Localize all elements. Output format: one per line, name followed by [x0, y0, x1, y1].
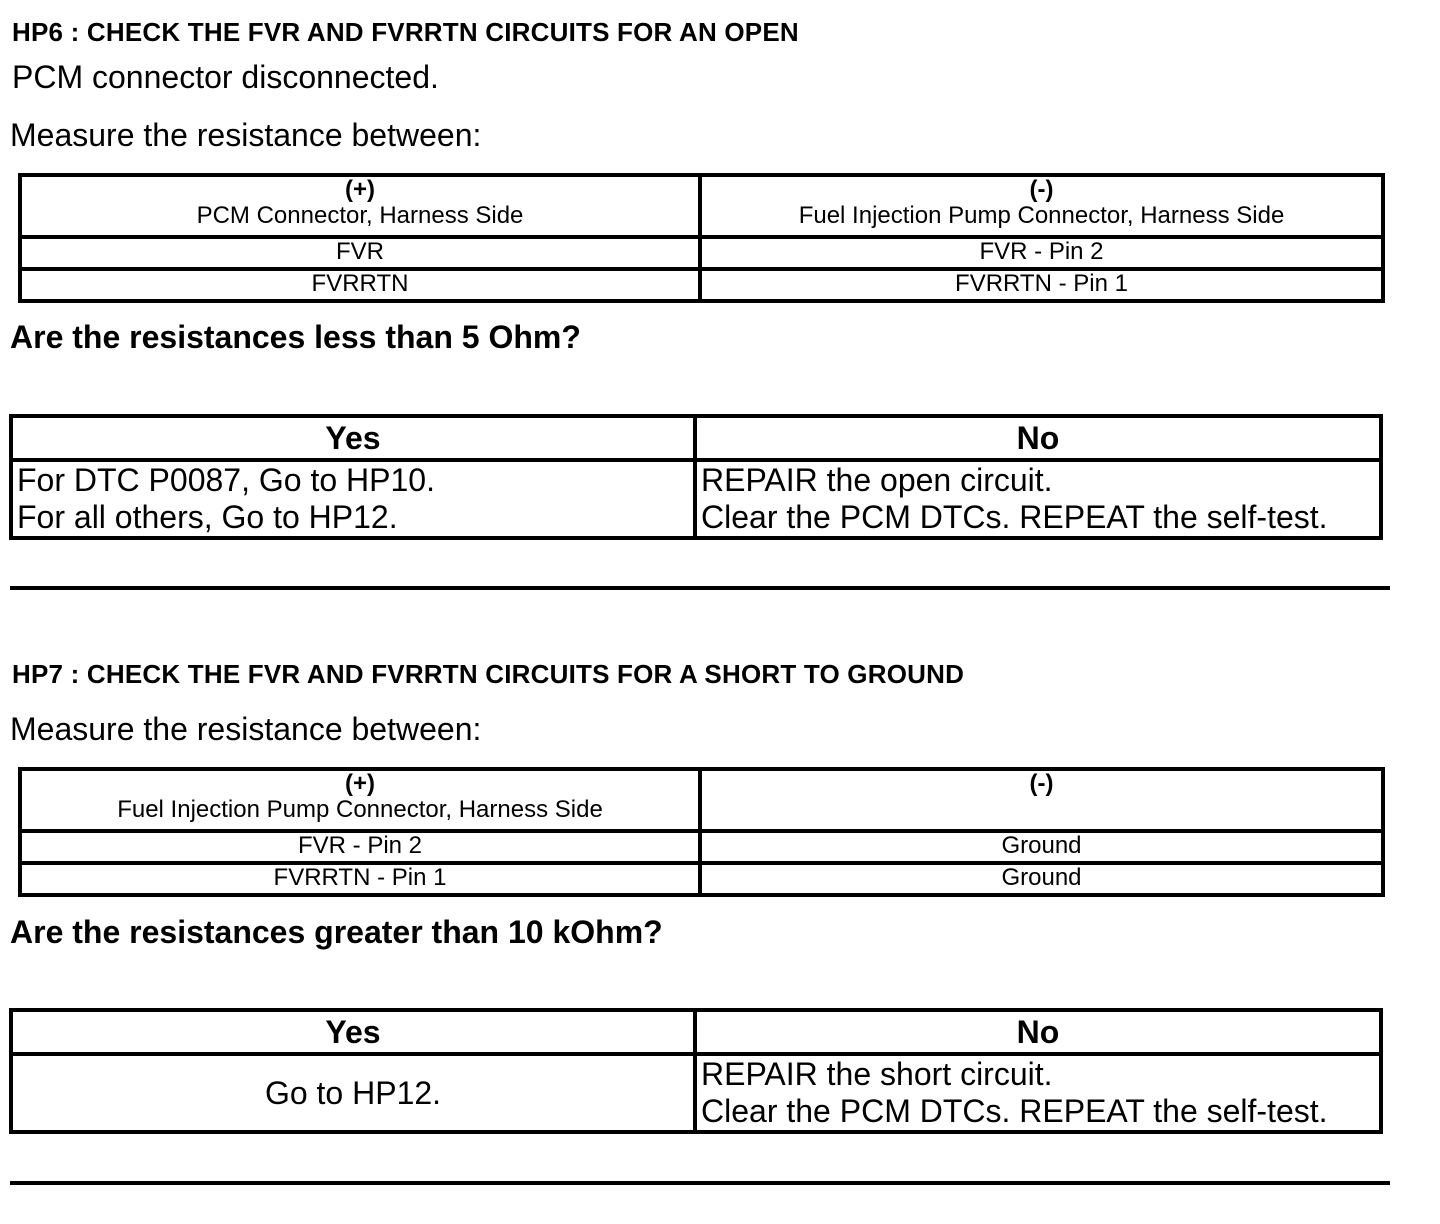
section-divider	[10, 1181, 1390, 1185]
table-row	[20, 237, 1383, 269]
no-cell	[695, 1054, 1381, 1132]
yes-cell	[11, 1054, 695, 1132]
section-divider	[10, 586, 1390, 590]
hp7-minus-header	[700, 769, 1383, 831]
no-header: No	[695, 1010, 1381, 1054]
hp6-question: Are the resistances less than 5 Ohm?	[10, 319, 581, 355]
plus-cell: FVR	[20, 237, 700, 269]
no-line: REPAIR the open circuit.	[701, 462, 1053, 498]
minus-label: Fuel Injection Pump Connector, Harness Side	[798, 202, 1285, 229]
hp6-measurement-table	[18, 173, 1385, 303]
plus-label: Fuel Injection Pump Connector, Harness Side	[117, 796, 603, 823]
no-cell	[695, 460, 1381, 538]
hp7-question: Are the resistances greater than 10 kOhm?	[10, 914, 663, 950]
yes-line: For all others, Go to HP12.	[17, 499, 398, 535]
hp6-note: PCM connector disconnected.	[12, 59, 439, 95]
yes-cell	[11, 460, 695, 538]
hp6-minus-header	[700, 175, 1383, 237]
hp7-title: HP7 : CHECK THE FVR AND FVRRTN CIRCUITS FOR A SHORT TO GROUND	[12, 659, 965, 689]
minus-cell: Ground	[700, 863, 1383, 895]
table-row	[20, 831, 1383, 863]
hp6-title: HP6 : CHECK THE FVR AND FVRRTN CIRCUITS FOR AN OPEN	[12, 17, 799, 47]
no-line: Clear the PCM DTCs. REPEAT the self-test.	[701, 499, 1328, 535]
plus-sign: (+)	[345, 770, 375, 797]
yes-header: Yes	[11, 1010, 695, 1054]
plus-cell: FVRRTN - Pin 1	[20, 863, 700, 895]
plus-cell: FVRRTN	[20, 269, 700, 301]
table-row	[20, 863, 1383, 895]
no-line: REPAIR the short circuit.	[701, 1056, 1053, 1092]
hp7-instruction: Measure the resistance between:	[10, 711, 482, 747]
hp7-plus-header	[20, 769, 700, 831]
hp7-measurement-table	[18, 767, 1385, 897]
plus-sign: (+)	[345, 176, 375, 203]
yes-line: Go to HP12.	[264, 1074, 442, 1111]
minus-cell: Ground	[700, 831, 1383, 863]
no-header: No	[695, 416, 1381, 460]
minus-sign: (-)	[1029, 770, 1054, 797]
yes-line: For DTC P0087, Go to HP10.	[17, 462, 435, 498]
hp6-answer-table	[9, 414, 1383, 540]
minus-cell: FVRRTN - Pin 1	[700, 269, 1383, 301]
plus-cell: FVR - Pin 2	[20, 831, 700, 863]
hp6-plus-header	[20, 175, 700, 237]
no-line: Clear the PCM DTCs. REPEAT the self-test.	[701, 1093, 1328, 1129]
minus-sign: (-)	[1029, 176, 1054, 203]
minus-cell: FVR - Pin 2	[700, 237, 1383, 269]
hp7-answer-table	[9, 1008, 1383, 1134]
table-row	[20, 269, 1383, 301]
hp6-instruction: Measure the resistance between:	[10, 117, 482, 153]
yes-header: Yes	[11, 416, 695, 460]
plus-label: PCM Connector, Harness Side	[196, 202, 524, 229]
